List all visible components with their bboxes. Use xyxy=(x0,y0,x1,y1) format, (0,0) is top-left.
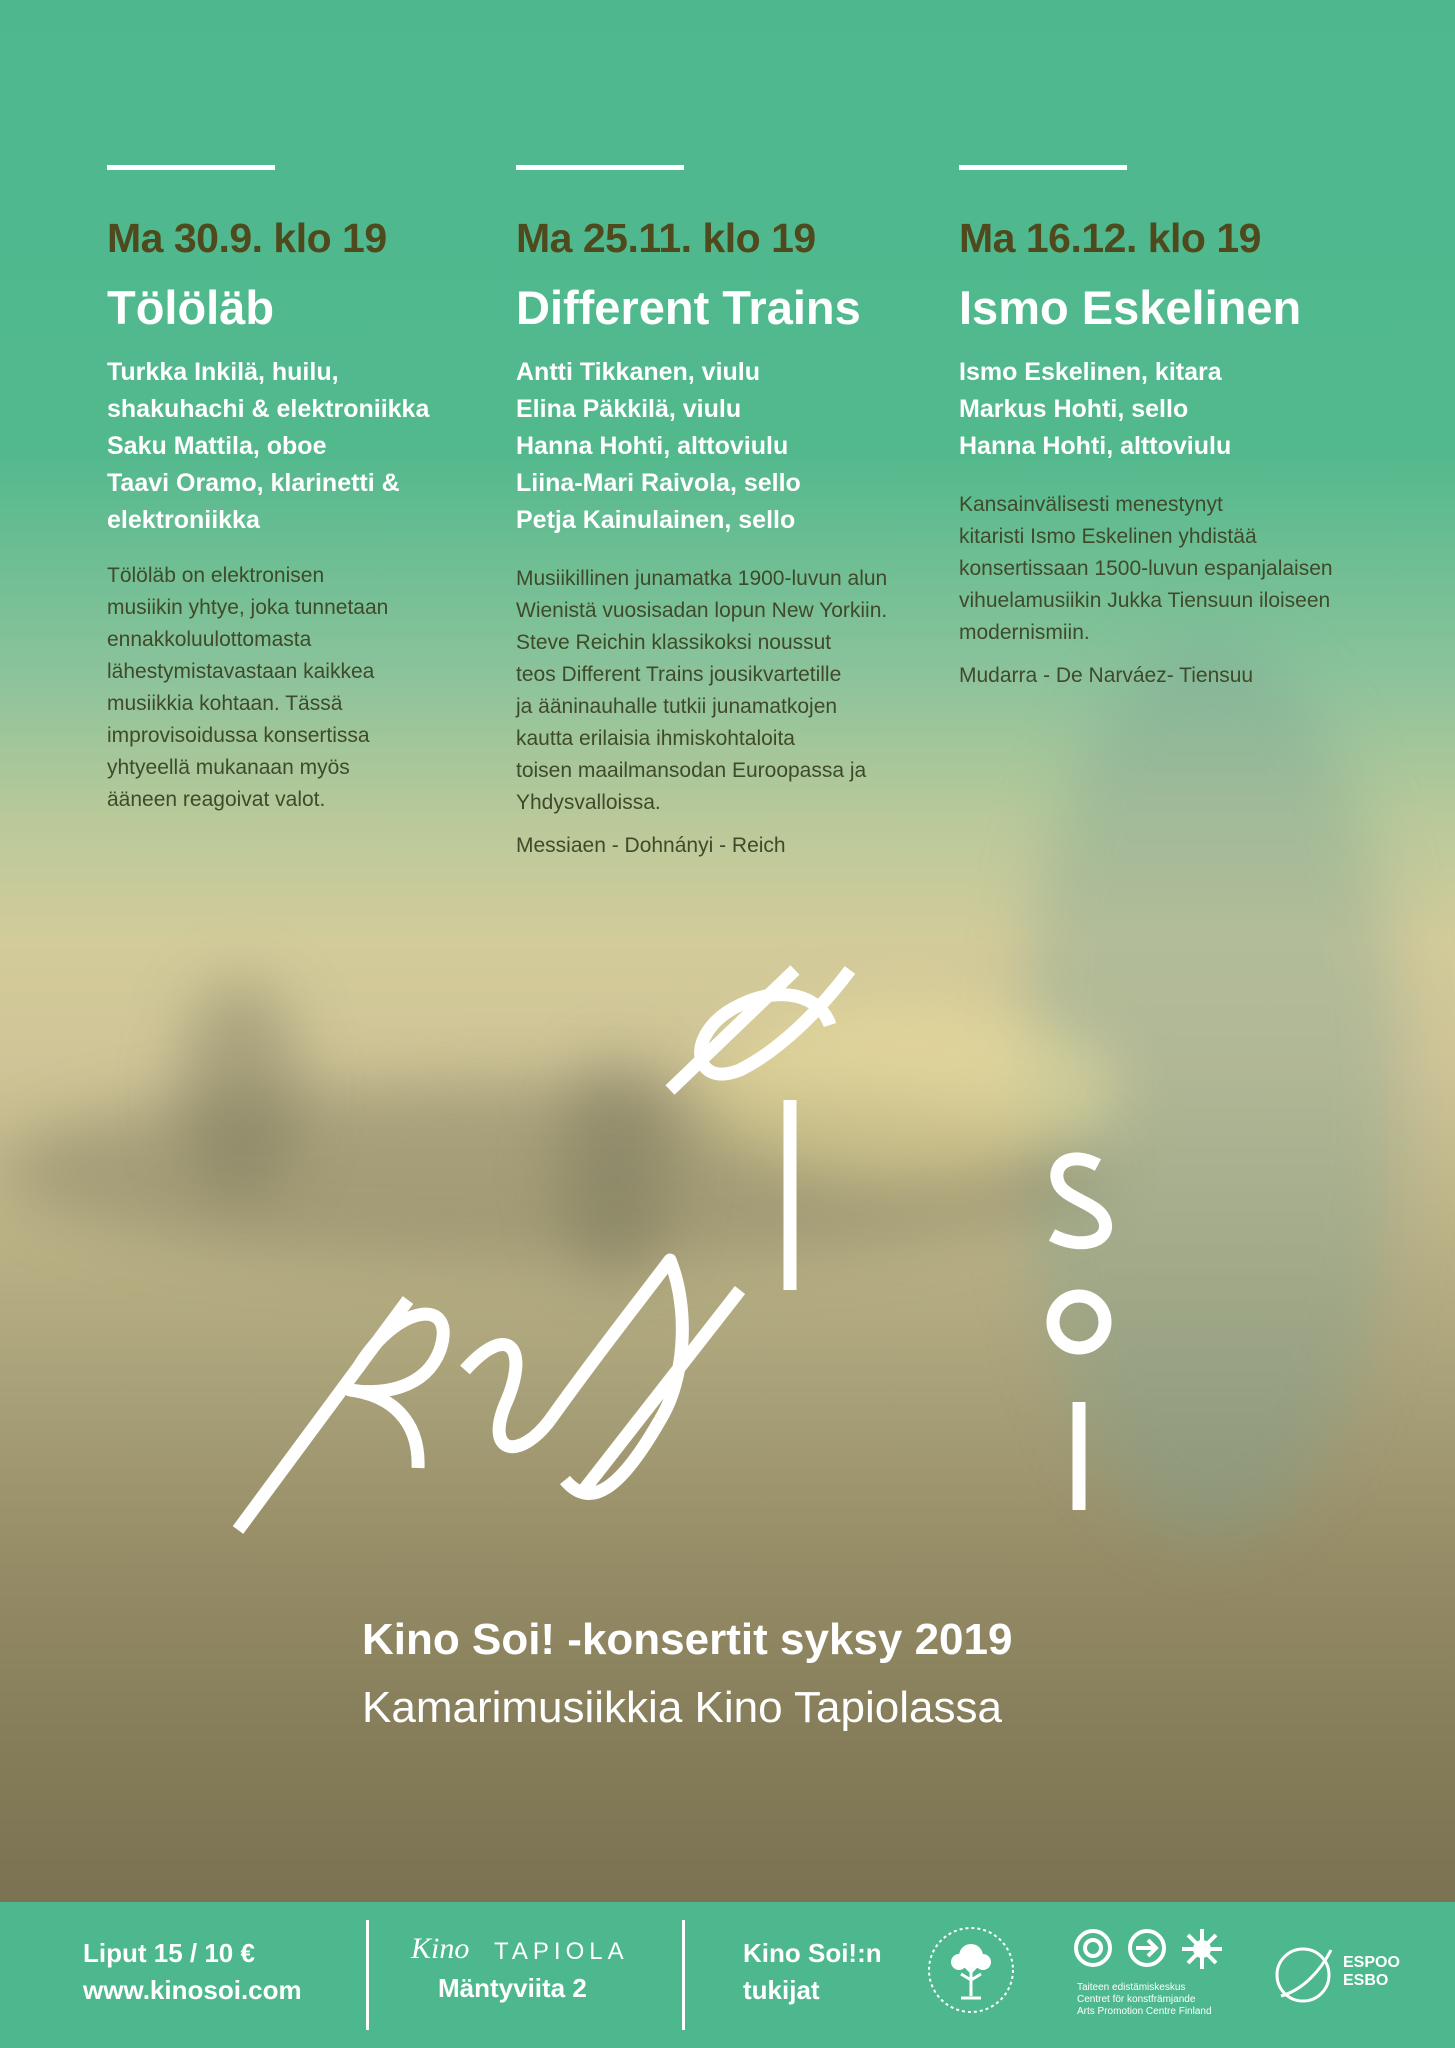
description-line: ja ääninauhalle tutkii junamatkojen xyxy=(516,695,838,718)
concert-description xyxy=(516,563,887,819)
concert-title: Tölöläb xyxy=(107,281,275,334)
kino-soi-logo xyxy=(220,950,1220,1570)
performer-line: Taavi Oramo, klarinetti & xyxy=(107,469,400,497)
logo-letter-k-bowl xyxy=(350,1314,443,1468)
sponsor-text: Taiteen edistämiskeskus xyxy=(1077,1982,1186,1993)
description-line: vihuelamusiikin Jukka Tiensuun iloiseen xyxy=(959,589,1331,612)
description-line: improvisoidussa konsertissa xyxy=(107,724,370,747)
performer-list xyxy=(107,354,429,539)
footer-divider xyxy=(682,1920,685,2030)
concert-title: Different Trains xyxy=(516,281,861,334)
description-line: musiikin yhtye, joka tunnetaan xyxy=(107,596,389,619)
concert-description xyxy=(107,560,388,816)
logo-letter-stroke xyxy=(580,1290,740,1495)
logo-letter-s xyxy=(1052,1159,1106,1243)
concert-date: Ma 16.12. klo 19 xyxy=(959,215,1261,261)
performer-list xyxy=(516,354,801,539)
description-line: yhtyeellä mukanaan myös xyxy=(107,756,350,779)
description-line: Yhdysvalloissa. xyxy=(516,791,661,814)
esbo-text: ESBO xyxy=(1343,1972,1389,1989)
concert-date: Ma 30.9. klo 19 xyxy=(107,215,387,261)
performer-line: Antti Tikkanen, viulu xyxy=(516,358,761,386)
arrow-right-circle-icon xyxy=(1127,1928,1167,1968)
supporters-label: tukijat xyxy=(743,1975,820,2005)
description-line: musiikkia kohtaan. Tässä xyxy=(107,692,343,715)
description-line: toisen maailmansodan Euroopassa ja xyxy=(516,759,867,782)
footer-bar xyxy=(0,1902,1455,2048)
sun-burst-icon xyxy=(1181,1928,1223,1970)
footer-divider xyxy=(366,1920,369,2030)
description-line: ennakkoluulottomasta xyxy=(107,628,312,651)
venue-name: TAPIOLA xyxy=(494,1938,629,1965)
concert-title: Ismo Eskelinen xyxy=(959,281,1302,334)
description-line: konsertissaan 1500-luvun espanjalaisen xyxy=(959,557,1333,580)
description-line: kautta erilaisia ihmiskohtaloita xyxy=(516,727,795,750)
event-series-subtitle: Kamarimusiikkia Kino Tapiolassa xyxy=(362,1683,1002,1732)
logo-letter-o2 xyxy=(1053,1296,1105,1348)
performer-line: Turkka Inkilä, huilu, xyxy=(107,358,339,386)
performer-list xyxy=(959,354,1231,465)
description-line: Tölöläb on elektronisen xyxy=(107,564,325,587)
sponsor-text: Centret för konstfrämjande xyxy=(1077,1994,1196,2005)
performer-line: Hanna Hohti, alttoviulu xyxy=(516,432,789,460)
concert-date: Ma 25.11. klo 19 xyxy=(516,215,816,261)
performer-line: Markus Hohti, sello xyxy=(959,395,1189,423)
column-rule xyxy=(959,165,1127,170)
kulttuurirahasto-tree-icon xyxy=(925,1924,1017,2016)
supporters-label: Kino Soi!:n xyxy=(743,1938,882,1968)
performer-line: Hanna Hohti, alttoviulu xyxy=(959,432,1232,460)
description-line: modernismiin. xyxy=(959,621,1090,644)
performer-line: elektroniikka xyxy=(107,506,260,534)
column-rule xyxy=(107,165,275,170)
performer-line: Elina Päkkilä, viulu xyxy=(516,395,742,423)
description-line: ääneen reagoivat valot. xyxy=(107,788,326,811)
description-line: kitaristi Ismo Eskelinen yhdistää xyxy=(959,525,1257,548)
performer-line: Ismo Eskelinen, kitara xyxy=(959,358,1222,386)
performer-line: Saku Mattila, oboe xyxy=(107,432,327,460)
concert-program: Messiaen - Dohnányi - Reich xyxy=(516,834,786,857)
description-line: Kansainvälisesti menestynyt xyxy=(959,493,1223,516)
description-line: teos Different Trains jousikvartetille xyxy=(516,663,842,686)
logo-letter-i xyxy=(465,1345,550,1447)
concert-description xyxy=(959,489,1333,649)
spiral-icon xyxy=(1073,1928,1113,1968)
ticket-price: Liput 15 / 10 € xyxy=(83,1938,255,1968)
event-series-title: Kino Soi! -konsertit syksy 2019 xyxy=(362,1615,1013,1664)
performer-line: Petja Kainulainen, sello xyxy=(516,506,796,534)
description-line: lähestymistavastaan kaikkea xyxy=(107,660,375,683)
column-rule xyxy=(516,165,684,170)
performer-line: shakuhachi & elektroniikka xyxy=(107,395,430,423)
espoo-logo-icon xyxy=(1273,1940,1343,2010)
sponsor-text: Arts Promotion Centre Finland xyxy=(1077,2006,1212,2017)
description-line: Steve Reichin klassikoksi noussut xyxy=(516,631,832,654)
performer-line: Liina-Mari Raivola, sello xyxy=(516,469,801,497)
description-line: Musiikillinen junamatka 1900-luvun alun xyxy=(516,567,888,590)
venue-address: Mäntyviita 2 xyxy=(438,1973,587,2003)
concert-program: Mudarra - De Narváez- Tiensuu xyxy=(959,664,1254,687)
description-line: Wienistä vuosisadan lopun New Yorkiin. xyxy=(516,599,888,622)
espoo-text: ESPOO xyxy=(1343,1954,1400,1971)
venue-script-logo: Kino xyxy=(411,1932,470,1965)
website-link[interactable]: www.kinosoi.com xyxy=(83,1975,302,2005)
